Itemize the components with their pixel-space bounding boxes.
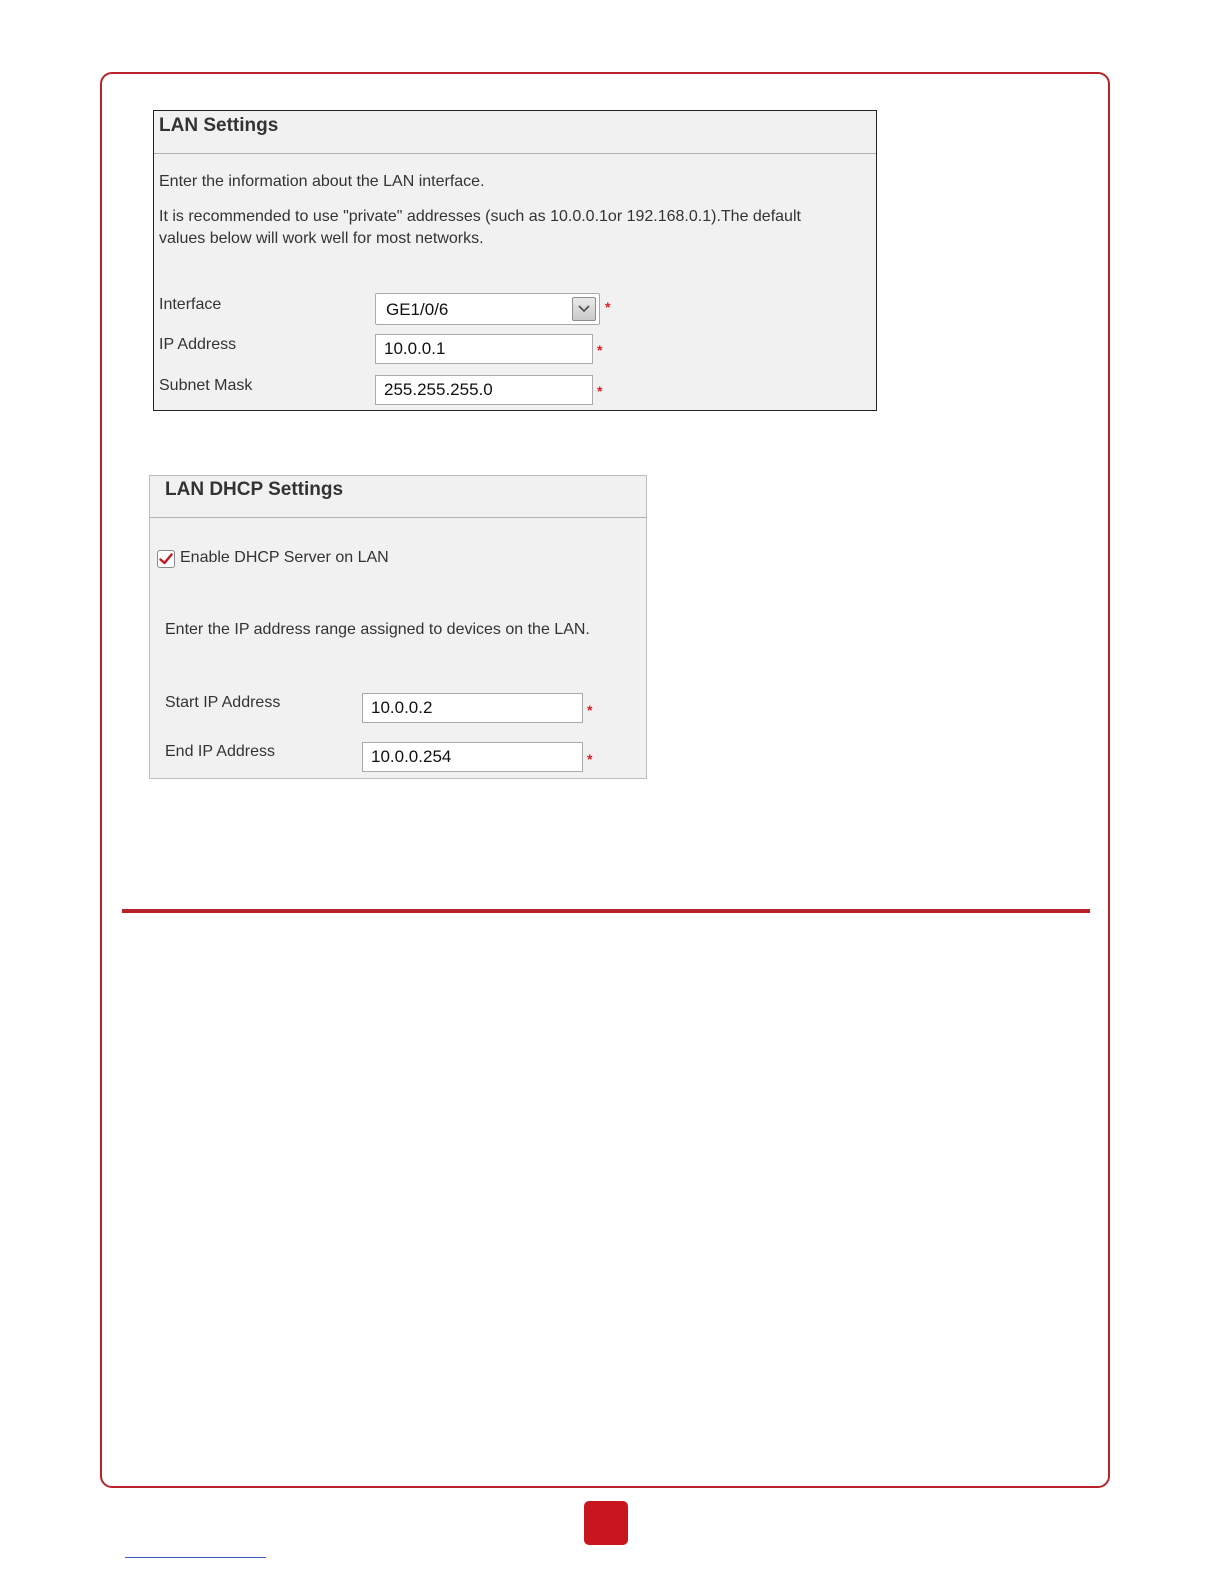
lan-recommendation-line2: values below will work well for most networks. <box>159 230 484 247</box>
enable-dhcp-label[interactable]: Enable DHCP Server on LAN <box>180 549 389 566</box>
ip-address-label: IP Address <box>159 336 237 353</box>
start-ip-required-marker: * <box>587 702 593 718</box>
footer-link-underline <box>125 1557 266 1558</box>
start-ip-input[interactable] <box>362 693 583 723</box>
lan-settings-panel <box>153 110 877 411</box>
ip-address-input[interactable] <box>375 334 593 364</box>
start-ip-label: Start IP Address <box>165 694 281 711</box>
subnet-mask-label: Subnet Mask <box>159 377 253 394</box>
lan-dhcp-settings-panel <box>149 475 647 779</box>
lan-settings-title: LAN Settings <box>159 115 279 136</box>
subnet-mask-input[interactable] <box>375 375 593 405</box>
end-ip-input[interactable] <box>362 742 583 772</box>
interface-select-value: GE1/0/6 <box>386 300 449 319</box>
dhcp-range-intro-text: Enter the IP address range assigned to devices on the LAN. <box>165 621 590 638</box>
checkmark-icon <box>159 553 173 565</box>
enable-dhcp-checkbox[interactable] <box>157 550 175 568</box>
interface-select[interactable] <box>375 293 600 325</box>
chevron-down-icon[interactable] <box>572 297 596 321</box>
lan-recommendation-line1: It is recommended to use "private" addresses (such as 10.0.0.1or 192.168.0.1).The default <box>159 208 801 225</box>
subnet-mask-required-marker: * <box>597 383 603 399</box>
interface-label: Interface <box>159 296 222 313</box>
lan-settings-divider <box>154 153 876 154</box>
section-divider-rule <box>122 909 1090 913</box>
page-number-marker <box>584 1501 628 1545</box>
interface-required-marker: * <box>605 299 611 315</box>
lan-dhcp-divider <box>150 517 646 518</box>
ip-address-required-marker: * <box>597 342 603 358</box>
end-ip-required-marker: * <box>587 751 593 767</box>
lan-dhcp-settings-title: LAN DHCP Settings <box>165 479 344 500</box>
end-ip-label: End IP Address <box>165 743 275 760</box>
lan-intro-text: Enter the information about the LAN interface. <box>159 173 485 190</box>
